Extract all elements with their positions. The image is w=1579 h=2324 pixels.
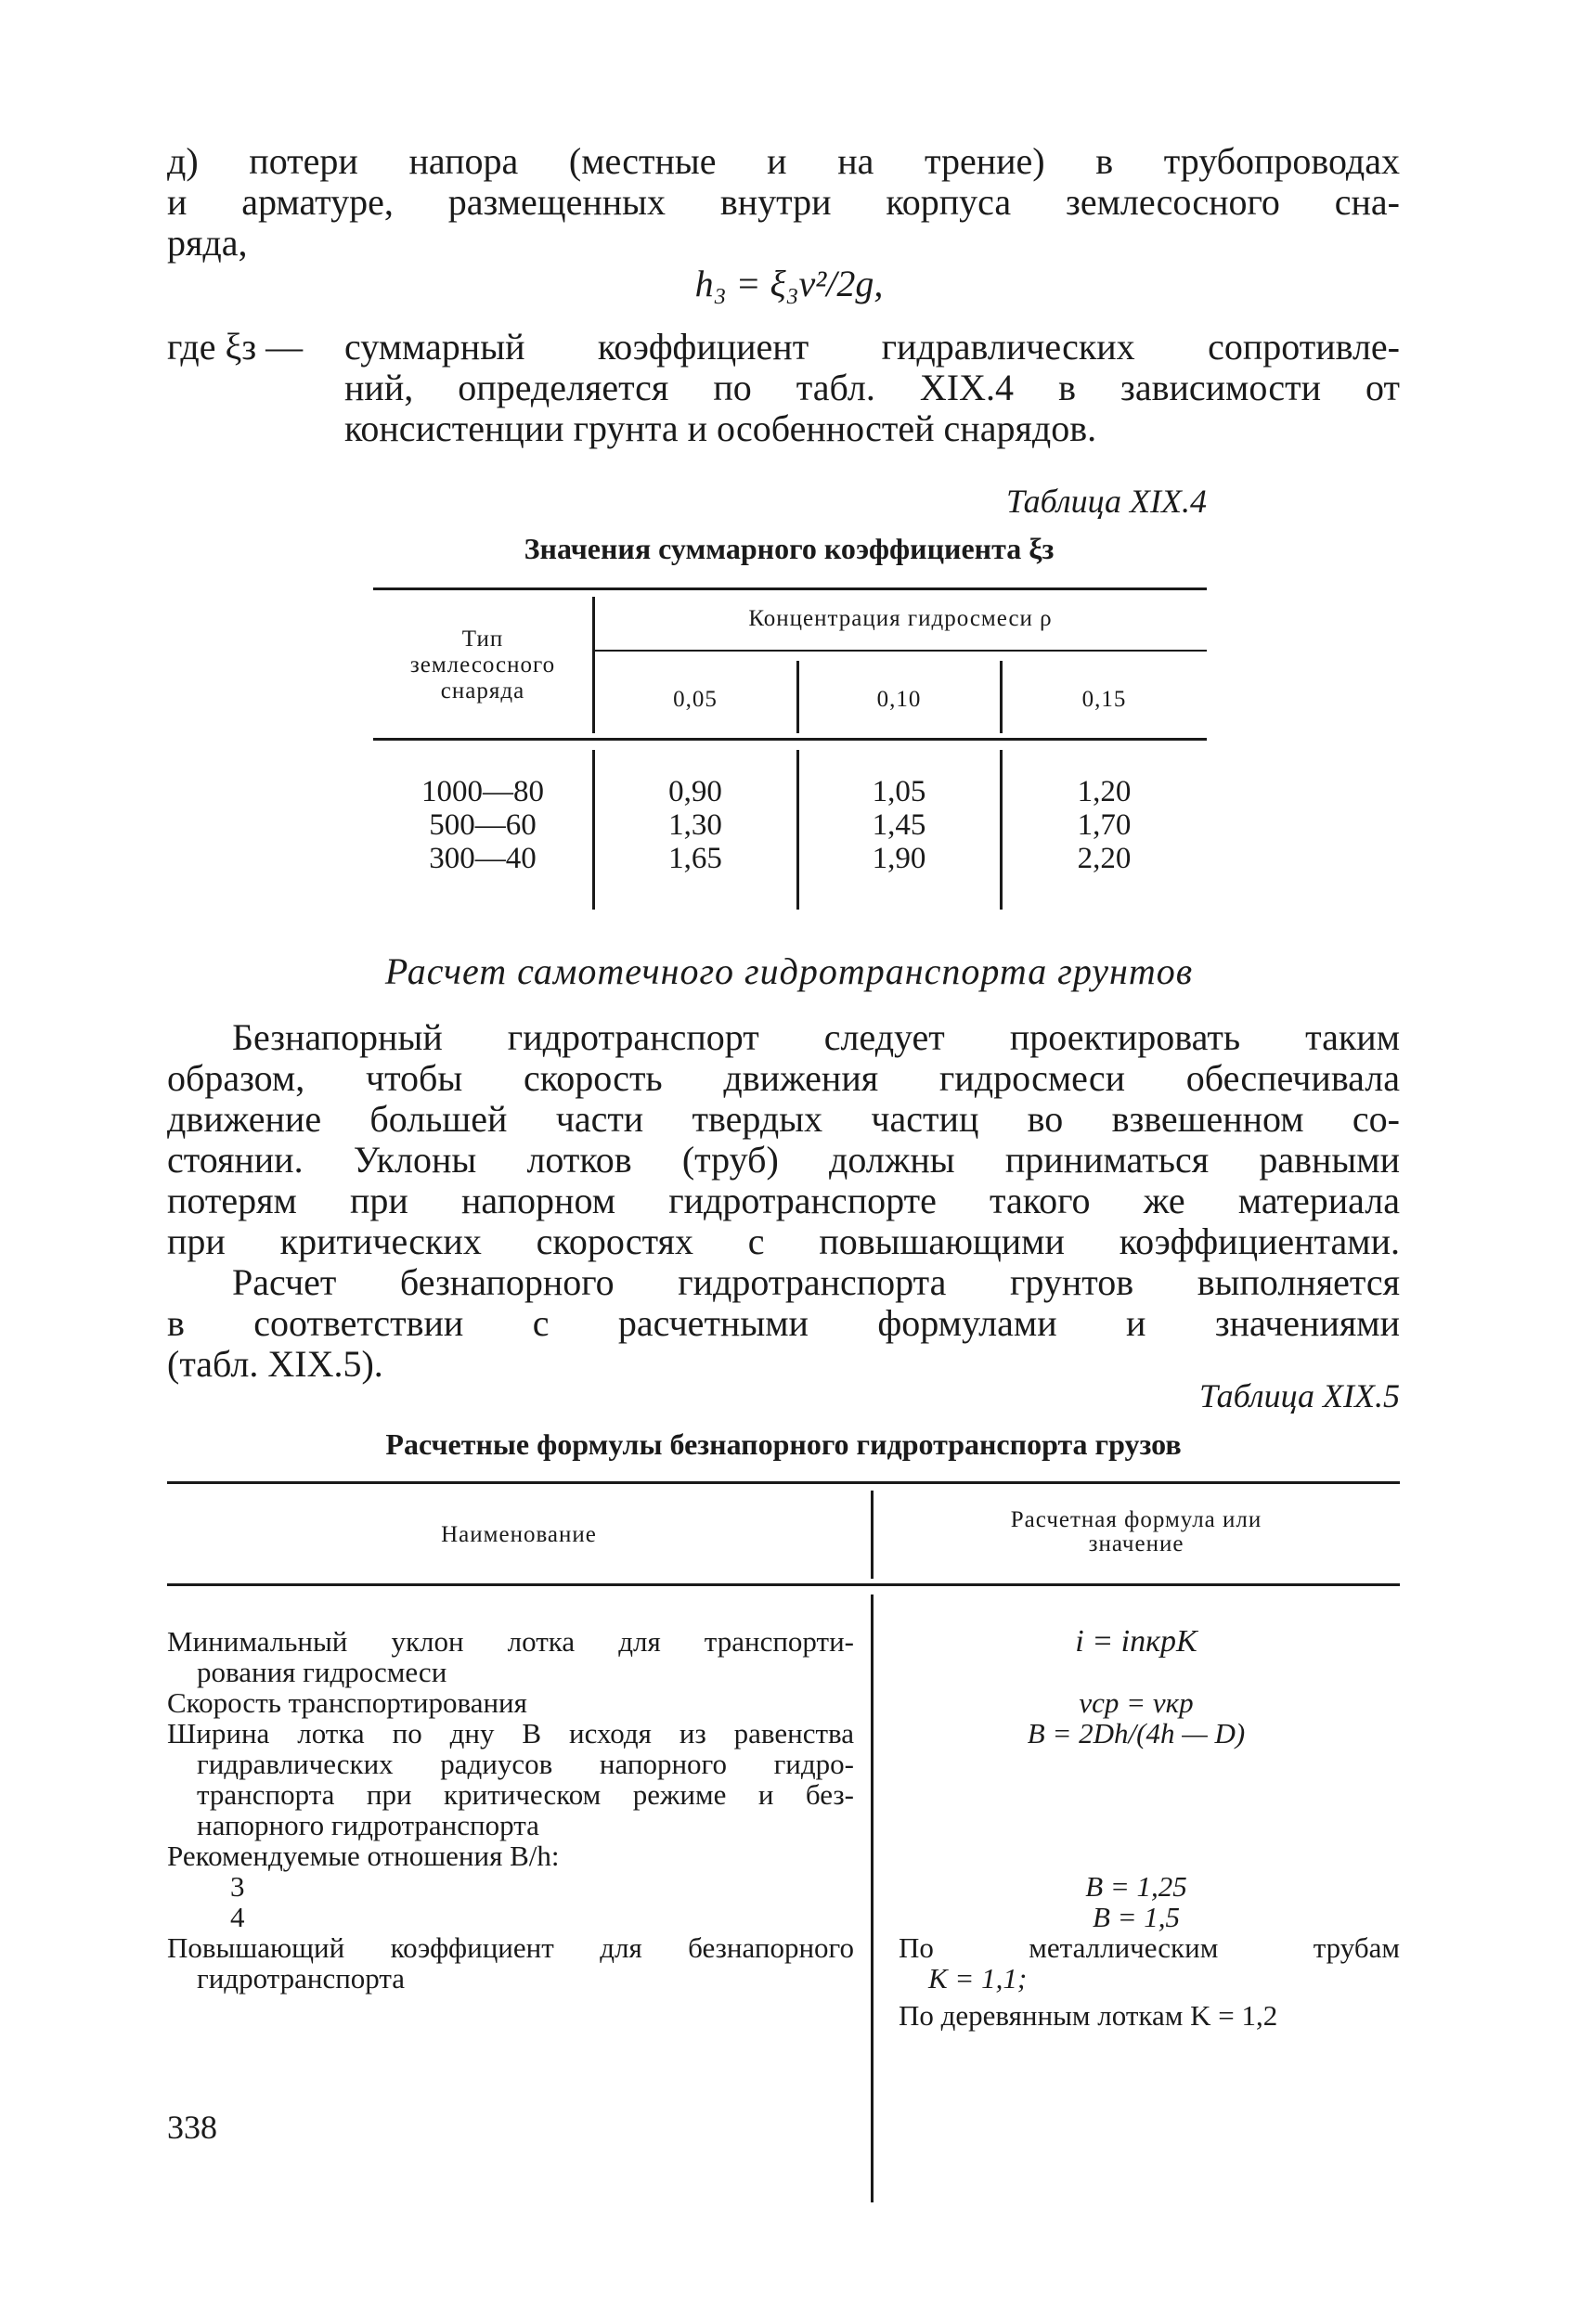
table5-top-rule bbox=[167, 1481, 1400, 1484]
where-line-1: суммарный коэффициент гидравлических сопротивле- bbox=[344, 326, 1400, 368]
table5-formula-width: B = 2Dh/(4h — D) bbox=[1027, 1717, 1246, 1749]
table5-name-line-4: Ширина лотка по дну B исходя из равенства bbox=[167, 1717, 854, 1749]
table5-formula-slope: i = iпкрK bbox=[1075, 1624, 1197, 1659]
page-number: 338 bbox=[167, 2109, 217, 2146]
para1-line-3: движение большей части твердых частиц во взвешенном со- bbox=[167, 1098, 1400, 1140]
table5-header-formula-2: значение bbox=[1088, 1531, 1184, 1556]
intro-line-2: и арматуре, размещенных внутри корпуса землесосного сна- bbox=[167, 181, 1400, 223]
table4-row-2-v2: 1,45 bbox=[872, 808, 926, 842]
intro-line-1: д) потери напора (местные и на трение) в трубопроводах bbox=[167, 140, 1400, 182]
para1-line-5: потерям при напорном гидротранспорте такого же материала bbox=[167, 1180, 1400, 1221]
table5-formula-coef-metal: По металлическим трубам bbox=[899, 1931, 1400, 1964]
table4-row-1-v1: 0,90 bbox=[668, 775, 722, 808]
table4-row-2-v3: 1,70 bbox=[1077, 808, 1132, 842]
table4-rowheader-3: снаряда bbox=[440, 678, 525, 704]
table5-name-line-1: Минимальный уклон лотка для транспорти- bbox=[167, 1625, 854, 1658]
table4-label: Таблица XIX.4 bbox=[1005, 483, 1207, 520]
table4-rowheader-2: землесосного bbox=[409, 652, 556, 678]
table5-name-line-12: гидротранспорта bbox=[197, 1962, 406, 1995]
table5-header-name: Наименование bbox=[441, 1522, 597, 1547]
table4-title: Значения суммарного коэффициента ξз bbox=[524, 532, 1055, 565]
para2-line-3: (табл. XIX.5). bbox=[167, 1343, 383, 1385]
table5-name-line-9: 3 bbox=[230, 1870, 245, 1903]
table4-top-rule bbox=[373, 587, 1207, 590]
para1-line-6: при критических скоростях с повышающими коэффициентами. bbox=[167, 1220, 1400, 1262]
table5-formula-ratio-4: B = 1,5 bbox=[1092, 1901, 1181, 1933]
where-prefix: где ξз — bbox=[167, 326, 304, 368]
table5-label: Таблица XIX.5 bbox=[1198, 1377, 1400, 1414]
section-heading: Расчет самотечного гидротранспорта грунтов bbox=[384, 950, 1194, 992]
table5-name-line-6: транспорта при критическом режиме и без- bbox=[197, 1778, 854, 1811]
para1-line-1: Безнапорный гидротранспорт следует проектировать таким bbox=[232, 1016, 1400, 1058]
table5-formula-ratio-3: B = 1,25 bbox=[1085, 1870, 1187, 1903]
table4-col-1: 0,05 bbox=[673, 687, 718, 712]
table4-group-rule bbox=[594, 650, 1207, 652]
table4-row-2-v1: 1,30 bbox=[668, 808, 722, 842]
para1-line-2: образом, чтобы скорость движения гидросмеси обеспечивала bbox=[167, 1057, 1400, 1099]
para2-line-2: в соответствии с расчетными формулами и значениями bbox=[167, 1302, 1400, 1344]
table4-row-2-type: 500—60 bbox=[429, 808, 537, 842]
table4-col-2: 0,10 bbox=[876, 687, 922, 712]
table5-name-line-2: рования гидросмеси bbox=[197, 1656, 447, 1688]
para1-line-4: стоянии. Уклоны лотков (труб) должны приниматься равными bbox=[167, 1139, 1400, 1181]
table4-header-rule bbox=[373, 738, 1207, 741]
where-line-2: ний, определяется по табл. XIX.4 в зависимости от bbox=[344, 367, 1400, 408]
table4-row-1-v3: 1,20 bbox=[1077, 775, 1132, 808]
formula-h3: h₃ = ξ₃v²/2g, bbox=[694, 263, 884, 304]
table5-name-line-5: гидравлических радиусов напорного гидро- bbox=[197, 1748, 854, 1780]
table4-row-3-type: 300—40 bbox=[429, 842, 537, 875]
table4-row-1-v2: 1,05 bbox=[872, 775, 926, 808]
table5-formula-coef-metal-value: K = 1,1; bbox=[928, 1962, 1028, 1995]
table5-name-line-10: 4 bbox=[230, 1901, 245, 1933]
table4-rowheader-1: Тип bbox=[461, 626, 504, 652]
table5-header-formula-1: Расчетная формула или bbox=[1010, 1507, 1262, 1532]
intro-line-3: ряда, bbox=[167, 222, 248, 264]
table4-group-header: Концентрация гидросмеси ρ bbox=[748, 606, 1053, 631]
table5-name-line-8: Рекомендуемые отношения B/h: bbox=[167, 1840, 560, 1872]
table4-col-3: 0,15 bbox=[1081, 687, 1127, 712]
table5-name-line-11: Повышающий коэффициент для безнапорного bbox=[167, 1931, 854, 1964]
para2-line-1: Расчет безнапорного гидротранспорта грунтов выполняется bbox=[232, 1261, 1400, 1303]
table5-title: Расчетные формулы безнапорного гидротранспорта грузов bbox=[385, 1427, 1182, 1461]
table5-formula-coef-wood: По деревянным лоткам K = 1,2 bbox=[899, 1999, 1278, 2032]
table4-row-1-type: 1000—80 bbox=[421, 775, 544, 808]
table5-name-line-3: Скорость транспортирования bbox=[167, 1686, 527, 1719]
table4-row-3-v3: 2,20 bbox=[1077, 842, 1132, 875]
table4-row-3-v1: 1,65 bbox=[668, 842, 722, 875]
table4-row-3-v2: 1,90 bbox=[872, 842, 926, 875]
table5-header-rule bbox=[167, 1583, 1400, 1586]
table5-name-line-7: напорного гидротранспорта bbox=[197, 1809, 539, 1841]
where-line-3: консистенции грунта и особенностей снарядов. bbox=[344, 407, 1097, 449]
table5-formula-speed: vср = vкр bbox=[1079, 1686, 1194, 1719]
